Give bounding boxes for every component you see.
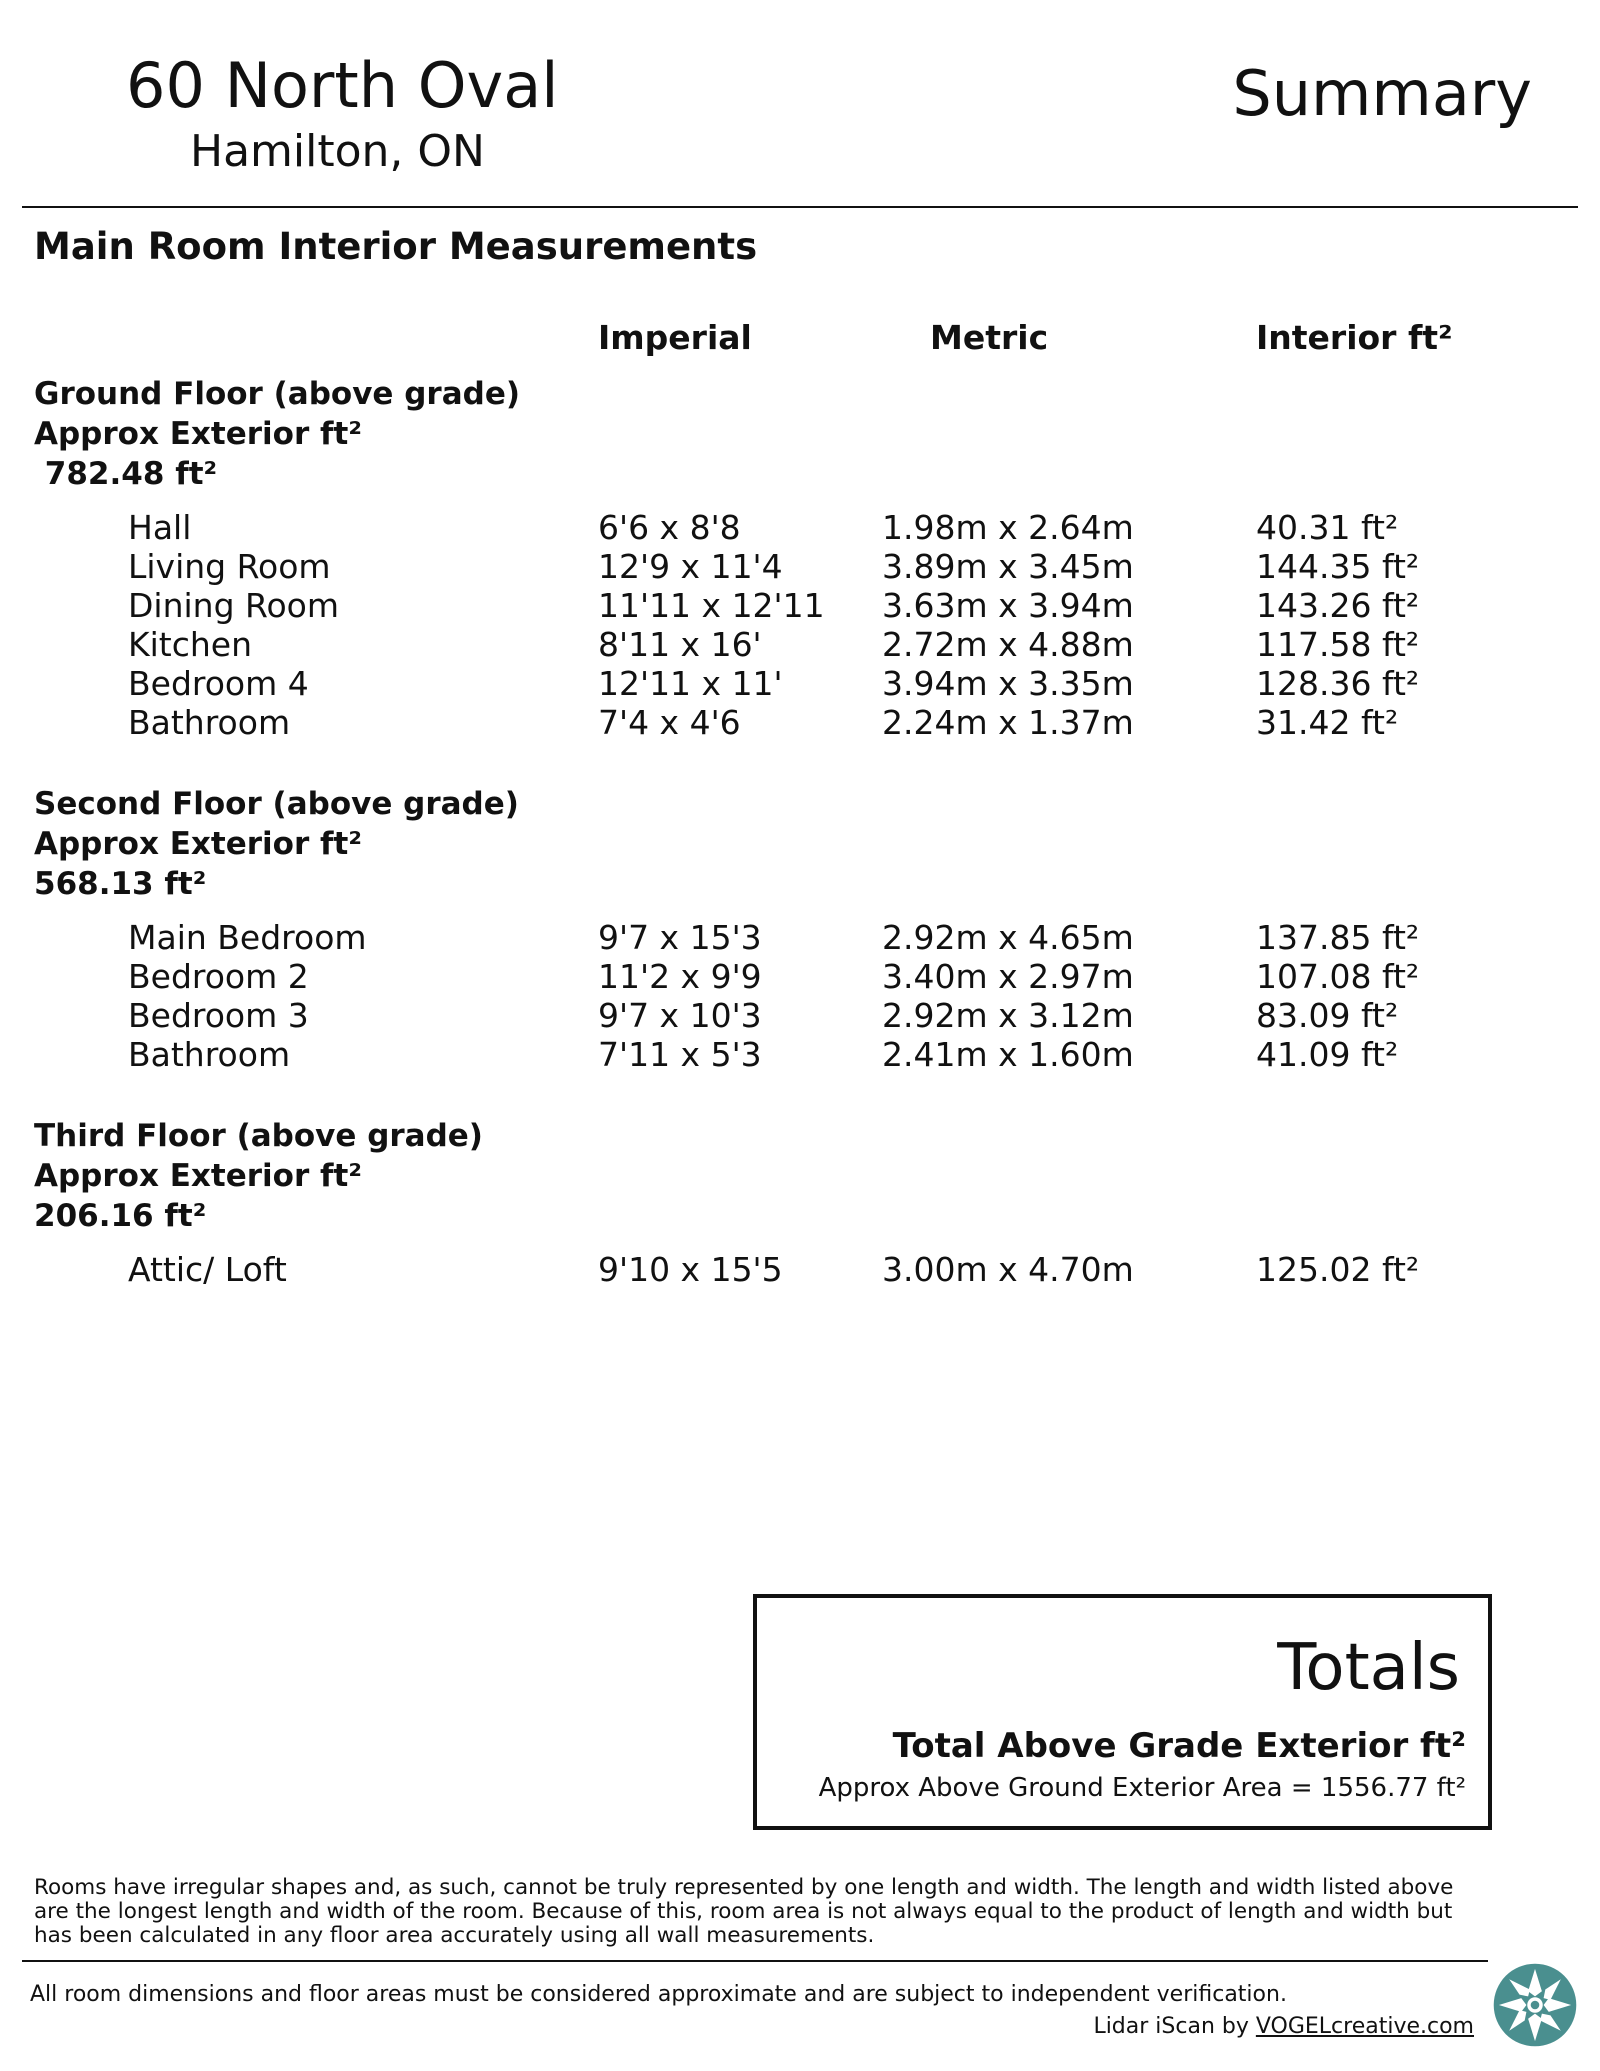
room-row <box>34 1250 1574 1289</box>
room-metric: 2.24m x 1.37m <box>882 703 1134 742</box>
room-imperial: 6'6 x 8'8 <box>598 508 741 547</box>
footer-divider <box>22 1960 1488 1962</box>
room-interior: 83.09 ft² <box>1256 996 1399 1035</box>
room-metric: 1.98m x 2.64m <box>882 508 1134 547</box>
room-name: Hall <box>128 508 192 547</box>
room-imperial: 9'10 x 15'5 <box>598 1250 783 1289</box>
room-row <box>34 918 1574 957</box>
room-imperial: 9'7 x 10'3 <box>598 996 762 1035</box>
room-list <box>34 1250 1574 1289</box>
disclaimer: All room dimensions and floor areas must be considered approximate and are subject to independent verification. <box>30 1982 1287 2007</box>
room-imperial: 8'11 x 16' <box>598 625 762 664</box>
room-name: Bathroom <box>128 1035 291 1074</box>
section-title: Main Room Interior Measurements <box>34 225 758 268</box>
floor-third <box>34 1116 1574 1289</box>
totals-subtitle: Total Above Grade Exterior ft² <box>892 1726 1466 1766</box>
room-row <box>34 957 1574 996</box>
vogelcreative-link[interactable]: VOGELcreative.com <box>1255 2014 1474 2039</box>
column-header-imperial: Imperial <box>598 318 752 357</box>
floor-header <box>34 784 1574 904</box>
address-line1: 60 North Oval <box>126 49 559 122</box>
room-name: Kitchen <box>128 625 253 664</box>
room-name: Living Room <box>128 547 331 586</box>
room-metric: 3.89m x 3.45m <box>882 547 1134 586</box>
room-name: Main Bedroom <box>128 918 367 957</box>
totals-area: Approx Above Ground Exterior Area = 1556.77 ft² <box>818 1773 1466 1803</box>
column-header-metric: Metric <box>930 318 1049 357</box>
measurement-note: Rooms have irregular shapes and, as such, cannot be truly represented by one length and width. The length and width listed above are the longest length and width of the room. Because of this, room area is not always equal to the product of length and width but has been calculated in any floor area accurately using all wall measurements. <box>34 1875 1454 1948</box>
room-row <box>34 547 1574 586</box>
room-metric: 2.72m x 4.88m <box>882 625 1134 664</box>
floor-exterior-label: Approx Exterior ft² <box>34 826 362 862</box>
totals-title: Totals <box>1277 1631 1460 1705</box>
room-metric: 3.63m x 3.94m <box>882 586 1134 625</box>
floor-second <box>34 784 1574 1074</box>
room-interior: 117.58 ft² <box>1256 625 1420 664</box>
room-row <box>34 664 1574 703</box>
room-interior: 41.09 ft² <box>1256 1035 1399 1074</box>
floor-name: Third Floor (above grade) <box>34 1118 483 1154</box>
room-row <box>34 625 1574 664</box>
room-interior: 40.31 ft² <box>1256 508 1399 547</box>
room-name: Bedroom 4 <box>128 664 309 703</box>
floor-exterior-value: 568.13 ft² <box>34 866 207 902</box>
room-name: Bedroom 3 <box>128 996 309 1035</box>
header-divider <box>22 206 1578 208</box>
floor-exterior-label: Approx Exterior ft² <box>34 416 362 452</box>
floor-header <box>34 1116 1574 1236</box>
column-header-interior: Interior ft² <box>1256 318 1453 357</box>
room-name: Dining Room <box>128 586 339 625</box>
room-imperial: 7'11 x 5'3 <box>598 1035 762 1074</box>
room-metric: 2.92m x 3.12m <box>882 996 1134 1035</box>
floor-exterior-label: Approx Exterior ft² <box>34 1158 362 1194</box>
room-interior: 31.42 ft² <box>1256 703 1399 742</box>
aperture-icon <box>1492 1962 1578 2048</box>
floor-header <box>34 374 1574 494</box>
credit-line <box>1093 2012 1474 2042</box>
document-title: Summary <box>1232 57 1532 130</box>
room-row <box>34 996 1574 1035</box>
room-row <box>34 508 1574 547</box>
room-metric: 3.00m x 4.70m <box>882 1250 1134 1289</box>
floor-exterior-value: 206.16 ft² <box>34 1198 207 1234</box>
room-row <box>34 1035 1574 1074</box>
room-metric: 2.92m x 4.65m <box>882 918 1134 957</box>
room-imperial: 11'2 x 9'9 <box>598 957 762 996</box>
room-list <box>34 918 1574 1074</box>
floor-name: Second Floor (above grade) <box>34 786 519 822</box>
room-metric: 2.41m x 1.60m <box>882 1035 1134 1074</box>
room-metric: 3.94m x 3.35m <box>882 664 1134 703</box>
room-interior: 128.36 ft² <box>1256 664 1420 703</box>
floor-exterior-value: 782.48 ft² <box>34 456 218 492</box>
room-interior: 107.08 ft² <box>1256 957 1420 996</box>
room-imperial: 11'11 x 12'11 <box>598 586 825 625</box>
room-metric: 3.40m x 2.97m <box>882 957 1134 996</box>
room-imperial: 9'7 x 15'3 <box>598 918 762 957</box>
address-line2: Hamilton, ON <box>190 126 485 177</box>
credit-prefix: Lidar iScan by <box>1093 2014 1256 2039</box>
room-row <box>34 703 1574 742</box>
room-interior: 144.35 ft² <box>1256 547 1420 586</box>
room-interior: 137.85 ft² <box>1256 918 1420 957</box>
room-list <box>34 508 1574 742</box>
room-name: Attic/ Loft <box>128 1250 287 1289</box>
room-interior: 125.02 ft² <box>1256 1250 1420 1289</box>
floor-ground <box>34 374 1574 742</box>
floor-name: Ground Floor (above grade) <box>34 376 521 412</box>
totals-box <box>753 1594 1492 1830</box>
room-imperial: 12'11 x 11' <box>598 664 783 703</box>
room-interior: 143.26 ft² <box>1256 586 1420 625</box>
room-row <box>34 586 1574 625</box>
room-name: Bedroom 2 <box>128 957 309 996</box>
room-name: Bathroom <box>128 703 291 742</box>
room-imperial: 7'4 x 4'6 <box>598 703 741 742</box>
room-imperial: 12'9 x 11'4 <box>598 547 783 586</box>
